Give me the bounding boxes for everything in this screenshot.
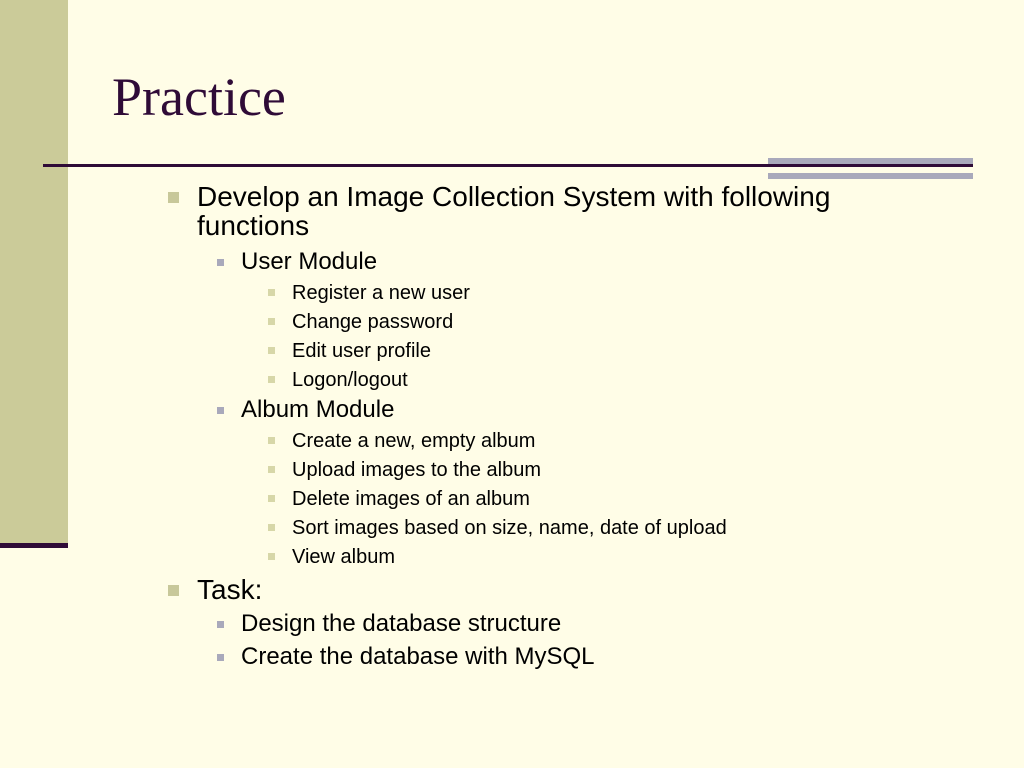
bullet-delete-images (292, 487, 530, 511)
bullet-task (197, 575, 262, 605)
bullet-marker (268, 524, 275, 531)
bullet-marker (268, 437, 275, 444)
bullet-marker (268, 553, 275, 560)
bullet-text: Develop an Image Collection System with following (197, 181, 831, 212)
bullet-view-album (292, 545, 395, 569)
bullet-text: functions (197, 210, 310, 241)
bullet-text: Sort images based on size, name, date of upload (292, 517, 727, 539)
bullet-marker (217, 407, 224, 414)
bullet-text: Change password (292, 311, 454, 333)
bullet-register-user (292, 281, 470, 305)
bullet-edit-profile (292, 339, 431, 363)
bullet-develop-system-continued (197, 211, 309, 241)
bullet-design-database (241, 610, 561, 638)
bullet-album-module (241, 396, 394, 424)
bullet-text: Design the database structure (241, 610, 562, 637)
bullet-marker (268, 318, 275, 325)
bullet-text: Create a new, empty album (292, 430, 536, 452)
bullet-text: Create the database with MySQL (241, 643, 595, 670)
bullet-text: Register a new user (292, 282, 470, 304)
bullet-text: Upload images to the album (292, 459, 542, 481)
bullet-create-album (292, 429, 535, 453)
bullet-text: Task: (197, 574, 263, 605)
bullet-marker (168, 192, 179, 203)
bullet-marker (268, 495, 275, 502)
bullet-text: Album Module (241, 396, 395, 423)
bullet-marker (268, 466, 275, 473)
bullet-develop-system (197, 182, 830, 212)
bullet-marker (168, 585, 179, 596)
bullet-text: Logon/logout (292, 369, 408, 391)
bullet-upload-images (292, 458, 541, 482)
bullet-sort-images (292, 516, 727, 540)
bullet-marker (268, 347, 275, 354)
bullet-text: User Module (241, 248, 378, 275)
bullet-marker (217, 621, 224, 628)
bullet-text: View album (292, 546, 396, 568)
bullet-text: Edit user profile (292, 340, 431, 362)
bullet-user-module (241, 248, 377, 276)
slide-title: Practice (112, 67, 286, 127)
bullet-marker (217, 654, 224, 661)
bullet-marker (217, 259, 224, 266)
bullet-marker (268, 376, 275, 383)
bullet-create-database (241, 643, 595, 671)
bullet-change-password (292, 310, 453, 334)
bullet-marker (268, 289, 275, 296)
bullet-text: Delete images of an album (292, 488, 530, 510)
bullet-logon-logout (292, 368, 408, 392)
